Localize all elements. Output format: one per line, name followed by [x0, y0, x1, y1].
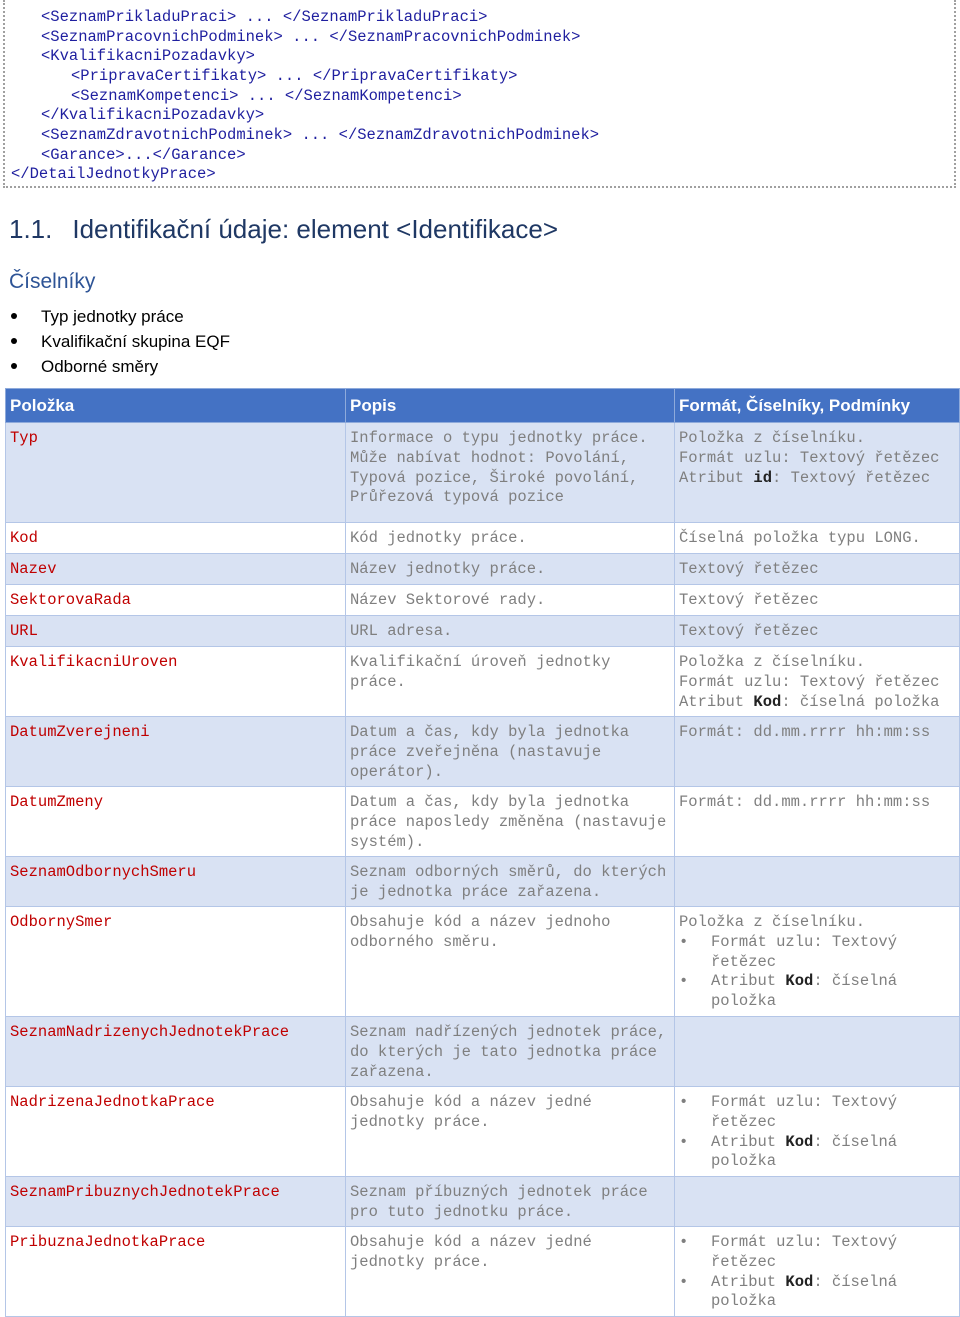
- section-title: Identifikační údaje: element <Identifikace>: [72, 214, 559, 244]
- code-line: <PripravaCertifikaty> ... </PripravaCertifikaty>: [71, 67, 518, 85]
- attr-prefix: Atribut: [711, 972, 786, 991]
- code-line: <SeznamPrikladuPraci> ... </SeznamPrikladuPraci>: [41, 8, 488, 26]
- cell-description: Obsahuje kód a název jedné jednotky práce.: [346, 1087, 675, 1177]
- attr-suffix: : číselná položka: [711, 1272, 898, 1311]
- cell-item: SeznamPribuznychJednotekPrace: [6, 1177, 346, 1227]
- code-line: <KvalifikacniPozadavky>: [41, 47, 255, 65]
- format-bullet: [679, 1133, 955, 1173]
- format-line: Formát uzlu: Textový řetězec: [679, 448, 940, 467]
- cell-format: [675, 423, 960, 523]
- bullet-text: Formát uzlu: Textový řetězec: [711, 1093, 898, 1131]
- attr-suffix: : Textový řetězec: [772, 468, 931, 487]
- cell-format: [675, 647, 960, 717]
- format-bullet: [679, 1233, 955, 1273]
- table-row: [6, 787, 960, 857]
- table-row: [6, 1177, 960, 1227]
- cell-description: Datum a čas, kdy byla jednotka práce naposledy změněna (nastavuje systém).: [346, 787, 675, 857]
- cell-item: OdbornySmer: [6, 907, 346, 1017]
- cell-item: DatumZverejneni: [6, 717, 346, 787]
- cell-item: SeznamNadrizenychJednotekPrace: [6, 1017, 346, 1087]
- table-row: [6, 1087, 960, 1177]
- format-line: Položka z číselníku.: [679, 653, 866, 671]
- table-row: [6, 523, 960, 554]
- cell-format: [675, 585, 960, 616]
- table-header-row: [6, 389, 960, 423]
- format-bullets: [679, 1093, 955, 1172]
- cell-description: Datum a čas, kdy byla jednotka práce zveřejněna (nastavuje operátor).: [346, 717, 675, 787]
- cell-description: Seznam příbuzných jednotek práce pro tuto jednotku práce.: [346, 1177, 675, 1227]
- code-line: <SeznamPracovnichPodminek> ... </SeznamPracovnichPodminek>: [41, 28, 581, 46]
- cell-format: [675, 907, 960, 1017]
- format-bullets: [679, 933, 955, 1012]
- code-line: </DetailJednotkyPrace>: [11, 165, 216, 183]
- cell-format: [675, 523, 960, 554]
- format-bullet: [679, 1273, 955, 1313]
- code-line: </KvalifikacniPozadavky>: [41, 106, 265, 124]
- cell-format: [675, 717, 960, 787]
- column-header-format: Formát, Číselníky, Podmínky: [675, 389, 960, 423]
- format-line: Textový řetězec: [679, 622, 819, 640]
- cell-item: Typ: [6, 423, 346, 523]
- format-attribute: [679, 693, 955, 713]
- attr-name: Kod: [753, 692, 782, 711]
- table-row: [6, 717, 960, 787]
- cell-item: URL: [6, 616, 346, 647]
- cell-item: DatumZmeny: [6, 787, 346, 857]
- cell-format: [675, 1177, 960, 1227]
- format-line: Číselná položka typu LONG.: [679, 529, 921, 547]
- cell-item: SeznamOdbornychSmeru: [6, 857, 346, 907]
- column-header-item: Položka: [6, 389, 346, 423]
- cell-item: KvalifikacniUroven: [6, 647, 346, 717]
- attr-prefix: Atribut: [679, 468, 754, 487]
- cell-description: Kvalifikační úroveň jednotky práce.: [346, 647, 675, 717]
- code-line: <SeznamKompetenci> ... </SeznamKompetenci>: [71, 87, 462, 105]
- table-row: [6, 585, 960, 616]
- bullet-text: Formát uzlu: Textový řetězec: [711, 932, 898, 971]
- cell-description: Název jednotky práce.: [346, 554, 675, 585]
- code-line: <Garance>...</Garance>: [41, 146, 246, 164]
- table-row: [6, 554, 960, 585]
- column-header-description: Popis: [346, 389, 675, 423]
- cell-description: Název Sektorové rady.: [346, 585, 675, 616]
- format-line: Textový řetězec: [679, 591, 819, 609]
- section-heading: [9, 214, 558, 245]
- cell-description: Seznam odborných směrů, do kterých je jednotka práce zařazena.: [346, 857, 675, 907]
- format-bullet: [679, 933, 955, 973]
- table-row: [6, 423, 960, 523]
- cell-description: Kód jednotky práce.: [346, 523, 675, 554]
- attr-name: Kod: [785, 1132, 814, 1151]
- format-bullet: [679, 972, 955, 1012]
- cell-description: Obsahuje kód a název jedné jednotky práce.: [346, 1227, 675, 1317]
- attr-suffix: : číselná položka: [711, 972, 898, 1011]
- format-line: Formát: dd.mm.rrrr hh:mm:ss: [679, 723, 931, 741]
- table-row: [6, 647, 960, 717]
- format-attribute: [679, 469, 955, 489]
- cell-item: SektorovaRada: [6, 585, 346, 616]
- bullet-text: Formát uzlu: Textový řetězec: [711, 1233, 898, 1271]
- cell-item: PribuznaJednotkaPrace: [6, 1227, 346, 1317]
- table-row: [6, 1227, 960, 1317]
- attr-name: Kod: [785, 972, 814, 991]
- cell-description: Informace o typu jednotky práce. Může nabívat hodnot: Povolání, Typová pozice, Široké povolání, Průřezová typová pozice: [346, 423, 675, 523]
- code-line: <SeznamZdravotnichPodminek> ... </SeznamZdravotnichPodminek>: [41, 126, 600, 144]
- cell-description: Obsahuje kód a název jednoho odborného směru.: [346, 907, 675, 1017]
- format-bullets: [679, 1233, 955, 1312]
- format-line: Formát: dd.mm.rrrr hh:mm:ss: [679, 793, 931, 811]
- attr-prefix: Atribut: [711, 1132, 786, 1151]
- code-listing: [3, 0, 956, 188]
- section-number: 1.1.: [9, 214, 53, 244]
- cell-format: [675, 787, 960, 857]
- table-row: [6, 1017, 960, 1087]
- cell-format: [675, 1227, 960, 1317]
- cell-item: NadrizenaJednotkaPrace: [6, 1087, 346, 1177]
- attr-name: Kod: [785, 1272, 814, 1291]
- attr-suffix: : číselná položka: [711, 1132, 898, 1171]
- cell-description: URL adresa.: [346, 616, 675, 647]
- list-item: Typ jednotky práce: [9, 304, 230, 329]
- format-line: Textový řetězec: [679, 560, 819, 578]
- cell-format: [675, 1087, 960, 1177]
- table-row: [6, 857, 960, 907]
- attr-name: id: [753, 468, 773, 487]
- element-table: [5, 388, 960, 1317]
- cell-item: Nazev: [6, 554, 346, 585]
- codelists-heading: Číselníky: [9, 270, 96, 293]
- list-item: Kvalifikační skupina EQF: [9, 329, 230, 354]
- cell-format: [675, 554, 960, 585]
- table-row: [6, 907, 960, 1017]
- format-line: Formát uzlu: Textový řetězec: [679, 672, 940, 691]
- codelists-list: [9, 304, 230, 379]
- cell-format: [675, 1017, 960, 1087]
- table-row: [6, 616, 960, 647]
- list-item: Odborné směry: [9, 354, 230, 379]
- format-line: Položka z číselníku.: [679, 429, 866, 447]
- cell-item: Kod: [6, 523, 346, 554]
- format-line: Položka z číselníku.: [679, 913, 866, 931]
- cell-description: Seznam nadřízených jednotek práce, do kterých je tato jednotka práce zařazena.: [346, 1017, 675, 1087]
- attr-prefix: Atribut: [679, 692, 754, 711]
- attr-prefix: Atribut: [711, 1272, 786, 1291]
- format-bullet: [679, 1093, 955, 1133]
- cell-format: [675, 616, 960, 647]
- attr-suffix: : číselná položka: [781, 692, 940, 711]
- cell-format: [675, 857, 960, 907]
